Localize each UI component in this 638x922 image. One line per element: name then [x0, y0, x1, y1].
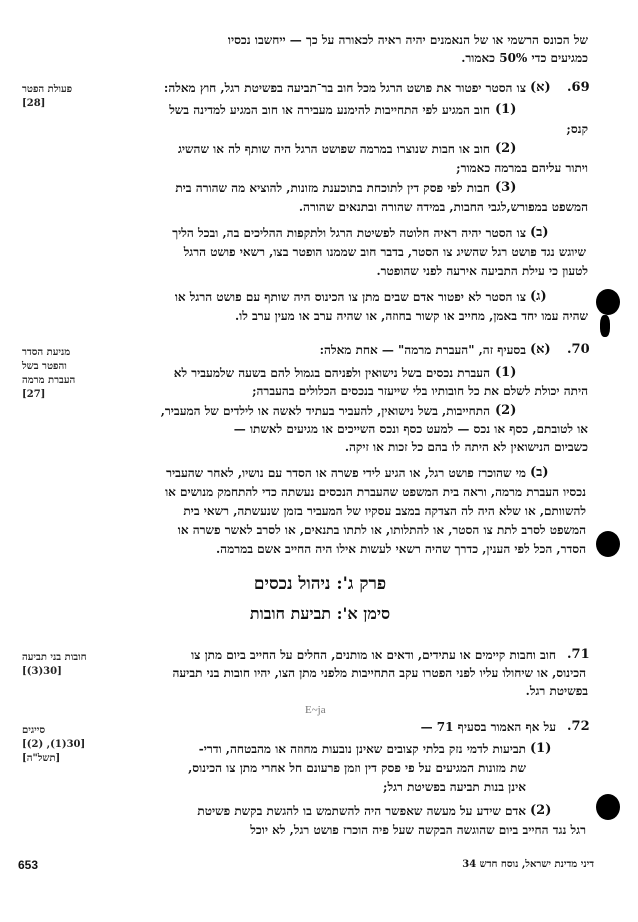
text-line: חוב המגיע לפי התחייבות להימנע מעבירה או חוב המגיע למדינה בשל — [169, 103, 490, 117]
stray-mark: E~ja — [305, 704, 326, 716]
text-line: העברת נכסים בשל נישואין ולפניהם בגמול להם בשעה שלמעביר לא — [173, 366, 490, 380]
text-line: תביעות לדמי נזק בלתי קצובים שאינן נובעות מחוזה או מהבטחה, ודרי- — [198, 742, 526, 756]
text-line: היתה יכולת לשלם את כל חובותיו בלי שייעזר בנכסים הכלולים בהעברה; — [252, 384, 588, 398]
text-line: בפשיטת רגל. — [525, 684, 588, 698]
subsection-label: (ג) — [530, 289, 547, 304]
text-line: או לטובתם, כסף או נכס — למעט כסף ונכס השייכים או מגיעים לאשתו — — [233, 422, 588, 436]
text-line: שהיה עמו יחד באמן, מחייב או קשור בחוזה, או שהיה ערב או מעין ערב לו. — [234, 309, 588, 323]
item-label: (1) — [495, 365, 517, 380]
text-line: רגל נגד החייב ביום שהוגשה הבקשה שעל פיה הוכרז פושט רגל, לא יוכל — [250, 823, 586, 837]
subsection-label: (א) — [530, 342, 551, 357]
subsection-label: (א) — [530, 80, 551, 95]
text-line: לטעון כי עילת התביעה אירעה לפני שהופטר. — [376, 264, 588, 278]
text-line: להשוותם, או שלא היה לה הצדקה במצב עסקיו של המעביר בזמן שנעשתה, רשאי בית — [183, 504, 586, 518]
margin-note-ref: [30(1), (2)] — [22, 739, 86, 750]
running-footer: דיני מדינת ישראל, נוסח חדש 34 — [462, 859, 594, 870]
text-line: אינן בנות תביעה בפשיטת רגל; — [383, 780, 526, 794]
text-line: אדם שידע על מעשה שאפשר היה להשתמש בו להגשת בקשת פשיטת — [197, 804, 526, 818]
margin-note-title: והפטר בשל — [22, 361, 67, 372]
text-line: קנס; — [566, 122, 588, 136]
text-line: חבות לפי פסק דין לתוכחת בתוכענת מזונות, להוציא מה שהורה בית — [175, 181, 490, 195]
subsection-label: (ב) — [530, 225, 549, 240]
text-line: צו הסטר לא יפטור אדם שבים מתן צו הכינוס היה שותף עם פושט הרגל או — [174, 290, 526, 304]
item-label: (3) — [495, 180, 517, 195]
binding-hole-mark — [600, 315, 610, 337]
margin-note-title: העברת מרמה — [22, 375, 76, 386]
text-line: כמגיעים כדי 50% כאמור. — [461, 51, 588, 65]
page-number: 653 — [18, 858, 39, 872]
text-line: צו הסטר יפטור את פושט הרגל מכל חוב בר־תביעה בפשיטת רגל, חוץ מאלה: — [163, 81, 526, 95]
item-label: (1) — [530, 741, 552, 756]
binding-hole-mark — [596, 794, 620, 820]
section-number-70: .70 — [567, 342, 590, 357]
text-line: הסדר, הכל לפי הענין, כדרך שהיה רשאי לעשות אילו היה החייב אשם במרמה. — [216, 542, 586, 556]
margin-note-ref: [תשל"ה] — [22, 753, 61, 764]
section-number-69: .69 — [567, 80, 590, 95]
text-line: שת מזונות המגיעים על פי פסק דין וזמן פרעונם חל אחרי מתן צו הכינוס, — [188, 761, 526, 775]
item-label: (1) — [495, 102, 517, 117]
text-line: חוב וחבות קיימים או עתידים, ודאים או מותנים, החלים על החייב ביום מתן צו — [191, 648, 556, 662]
margin-note-ref: [28] — [22, 98, 46, 109]
text-line: המשפט במפורש,לגבי החבות, במידה שהורה ובתנאים שהורה. — [298, 200, 588, 214]
section-number-71: .71 — [567, 647, 590, 662]
text-line: ויתור עליהם במרמה כאמור; — [456, 161, 588, 175]
chapter-title: פרק ג': ניהול נכסים — [253, 574, 387, 594]
text-line: הכינוס, או שיחולו עליו לפני הפטרו עקב התחייבות מלפני מתן הצו, יהיו חובות בני תביעה — [172, 666, 586, 680]
margin-note-title: חובות בני תביעה — [22, 652, 87, 663]
subsection-label: (ב) — [530, 465, 549, 480]
text-line: התחייבות, בשל נישואין, להעביר בעתיד לאשה או לילדים של המעביר, — [160, 404, 490, 418]
text-line: על אף האמור בסעיף 71 — — [420, 720, 556, 734]
margin-note-ref: [27] — [22, 389, 46, 400]
item-label: (2) — [495, 141, 517, 156]
margin-note-title: מניעת הסדר — [22, 347, 71, 358]
text-line: צו הסטר יהיה ראיה חלוטה לפשיטת הרגל ולתקפות ההליכים בה, ובכל הליך — [172, 226, 526, 240]
section-title: סימן א': תביעת חובות — [249, 604, 391, 623]
text-line: כשביום הנישואין לא היתה לו בהם כל זכות או זיקה. — [344, 440, 588, 454]
text-line: מי שהוכרז פושט רגל, או הגיע לידי פשרה או הסדר עם נושיו, לאחר שהעביר — [166, 466, 526, 480]
text-line: שיוגש נגד פושט רגל שהשיג צו הסטר, בדבר חוב שממנו הופטר בצו, רשאי פושט הרגל — [183, 245, 586, 259]
item-label: (2) — [495, 403, 517, 418]
margin-note-ref: [30(3)] — [22, 666, 62, 677]
text-line: חוב או חבות שנוצרו במרמה שפושט הרגל היה שותף לה או שהשיג — [177, 142, 490, 156]
text-line: המשפט לסרב לתת צו הסטר, או להתלותו, או לתתו בתנאים, או לסרב לאשר פשרה או — [177, 523, 586, 537]
section-number-72: .72 — [567, 719, 590, 734]
text-line: נכסיו העברת מרמה, וראה בית המשפט שהעברת הנכסים נעשתה כדי להתחמק מנושים או — [165, 485, 586, 499]
text-line: בסעיף זה, "העברת מרמה" — אחת מאלה: — [319, 343, 526, 357]
margin-note-title: פעולת הפטר — [22, 84, 73, 95]
text-line: של הכונס הרשמי או של הנאמנים יהיה ראיה לכאורה על כך — ייחשבו נכסיו — [227, 33, 588, 47]
margin-note-title: סייגים — [22, 725, 46, 736]
binding-hole-mark — [596, 531, 620, 557]
binding-hole-mark — [596, 289, 620, 315]
item-label: (2) — [530, 803, 552, 818]
